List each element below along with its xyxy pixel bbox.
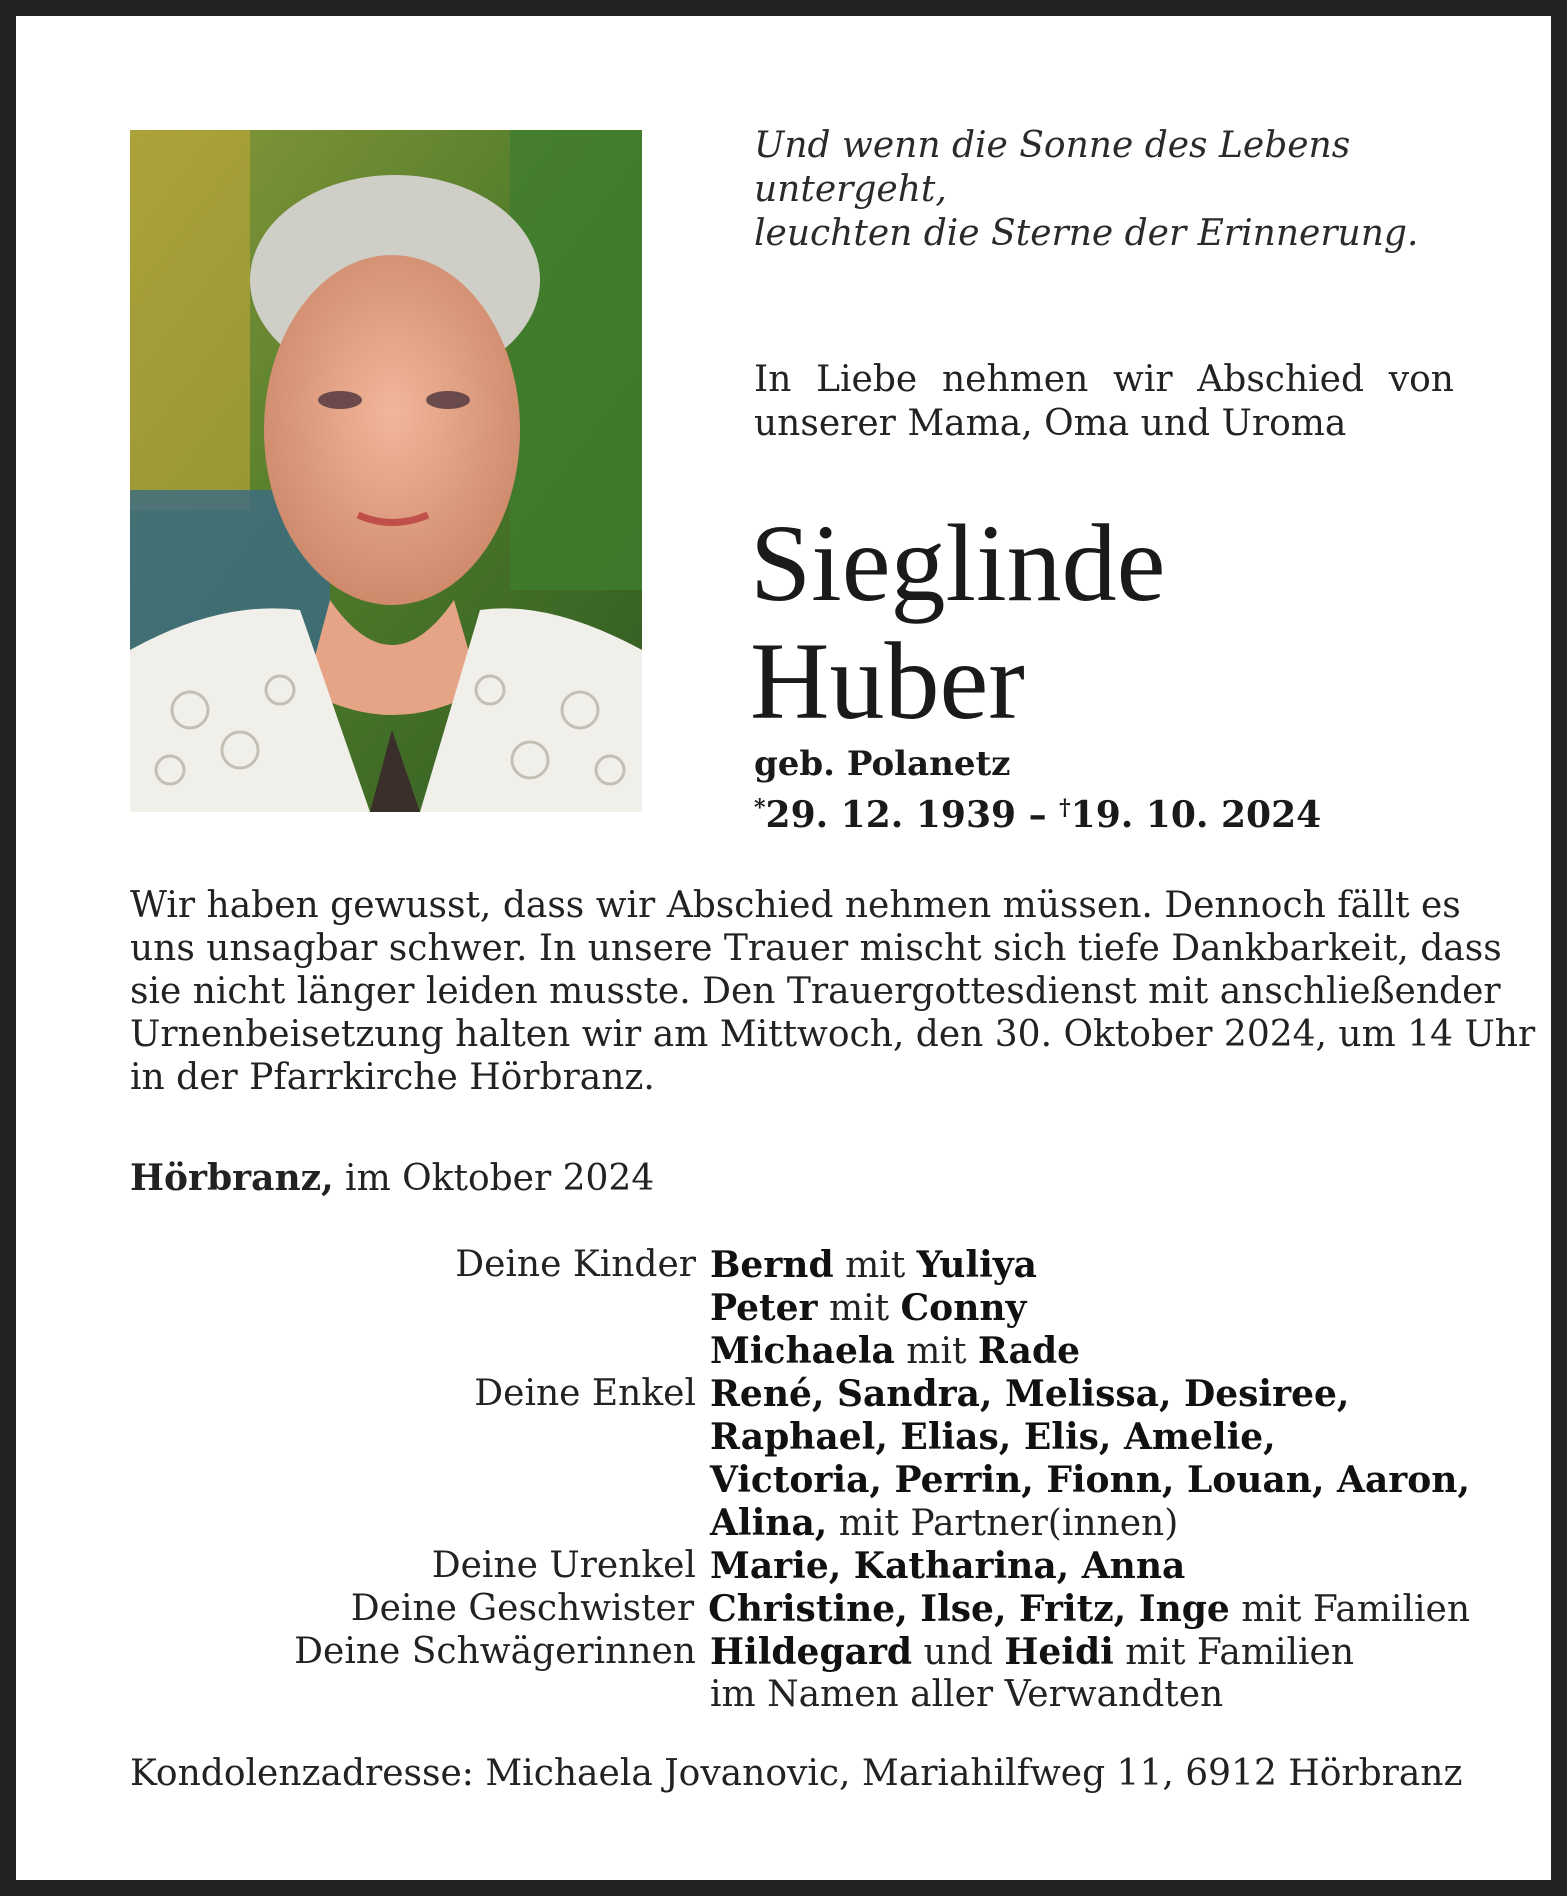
place-and-date [130,1156,654,1201]
mourner-name: Alina, [710,1502,828,1544]
mourner-label: Deine Enkel [474,1373,696,1414]
motto-line-2: leuchten die Sterne der Erinnerung. [754,213,1419,254]
mourner-connector: mit Familien [1229,1589,1470,1630]
mourner-name: Rade [977,1330,1081,1372]
mourner-names [710,1330,1080,1373]
mourner-name: Yuliya [916,1244,1038,1286]
mourner-connector: im Namen aller Verwandten [710,1674,1224,1715]
mourner-names [710,1287,1026,1330]
place-town: Hörbranz, [130,1157,334,1199]
mourner-name: Hildegard [710,1631,913,1673]
death-date: 19. 10. 2024 [1070,794,1322,836]
mourner-connector: mit [894,1331,978,1372]
intro-word: wir [1113,359,1173,400]
mourner-row [130,1244,1470,1287]
mourner-label: Deine Schwägerinnen [294,1631,696,1672]
body-line: uns unsagbar schwer. In unsere Trauer mischt sich tiefe Dankbarkeit, dass [130,928,1502,969]
mourner-label: Deine Geschwister [350,1588,695,1629]
body-line: Wir haben gewusst, dass wir Abschied nehmen müssen. Dennoch fällt es [130,885,1461,926]
mourner-row [130,1545,1470,1588]
mourner-name: Conny [900,1287,1027,1329]
mourner-label [130,1674,710,1716]
portrait-illustration [130,130,642,812]
announcement-text [130,884,1536,1099]
mourner-label [130,1416,710,1459]
intro-text [754,358,1454,446]
place-date: im Oktober 2024 [333,1158,655,1199]
mourner-names [708,1588,1470,1631]
mourner-connector: mit [817,1288,901,1329]
mourner-names [710,1373,1349,1416]
mourner-name: Victoria, Perrin, Fionn, Louan, Aaron, [709,1459,1470,1501]
mourner-row [130,1631,1470,1674]
mourner-connector: mit Familien [1113,1632,1355,1673]
mourner-row [130,1287,1470,1330]
motto-quote [754,124,1454,256]
mourner-name: Bernd [710,1244,834,1286]
intro-word: nehmen [941,359,1089,400]
mourner-name: Christine, Ilse, Fritz, Inge [708,1588,1230,1630]
mourner-label [130,1459,710,1502]
birth-symbol: * [754,795,766,821]
mourner-row [130,1588,1470,1631]
mourner-name: Michaela [710,1330,895,1372]
life-dates [754,786,1321,837]
first-name: Sieglinde [750,502,1166,624]
mourner-row [130,1502,1470,1545]
body-line: Urnenbeisetzung halten wir am Mittwoch, den 30. Oktober 2024, um 14 Uhr [130,1014,1536,1055]
death-symbol: † [1059,795,1071,821]
mourners-list [130,1244,1470,1716]
mourner-names [710,1502,1178,1545]
mourner-name: Marie, Katharina, Anna [710,1545,1186,1587]
mourner-label: Deine Urenkel [431,1545,696,1586]
mourner-name: Heidi [1004,1631,1114,1673]
mourner-row [130,1373,1470,1416]
intro-word: Abschied [1197,359,1365,400]
obituary-page [16,16,1551,1880]
mourner-connector: mit Partner(innen) [827,1503,1179,1544]
mourner-connector: mit [833,1245,917,1286]
mourner-names [710,1674,1223,1716]
mourner-names [710,1459,1470,1502]
mourner-label: Deine Kinder [455,1244,696,1285]
mourner-name: René, Sandra, Melissa, Desiree, [710,1373,1350,1415]
intro-word: von [1388,359,1454,400]
birth-date: 29. 12. 1939 [765,794,1017,836]
mourner-name: Raphael, Elias, Elis, Amelie, [710,1416,1276,1458]
mourner-names [710,1631,1354,1674]
date-separator: – [1016,794,1060,836]
mourner-label [130,1287,710,1330]
intro-line-2: unserer Mama, Oma und Uroma [754,403,1347,444]
mourner-names [710,1545,1185,1588]
mourner-label [130,1502,710,1545]
portrait-photo [130,130,642,812]
body-line: in der Pfarrkirche Hörbranz. [130,1057,655,1098]
mourner-connector: und [912,1632,1005,1673]
mourner-row [130,1330,1470,1373]
mourner-names [710,1416,1276,1459]
mourner-name: Peter [710,1287,818,1329]
mourner-row [130,1459,1470,1502]
condolence-address: Kondolenzadresse: Michaela Jovanovic, Mariahilfweg 11, 6912 Hörbranz [130,1753,1463,1794]
motto-line-1: Und wenn die Sonne des Lebens untergeht, [754,125,1351,210]
body-line: sie nicht länger leiden musste. Den Trauergottesdienst mit anschließender [130,971,1501,1012]
intro-word: Liebe [816,359,918,400]
birth-name: geb. Polanetz [754,744,1011,784]
intro-line-1 [754,358,1454,402]
last-name: Huber [750,620,1025,742]
mourner-row [130,1674,1470,1716]
mourner-label [130,1330,710,1373]
intro-word: In [754,359,792,400]
mourner-row [130,1416,1470,1459]
deceased-name [750,504,1166,740]
mourner-names [710,1244,1037,1287]
